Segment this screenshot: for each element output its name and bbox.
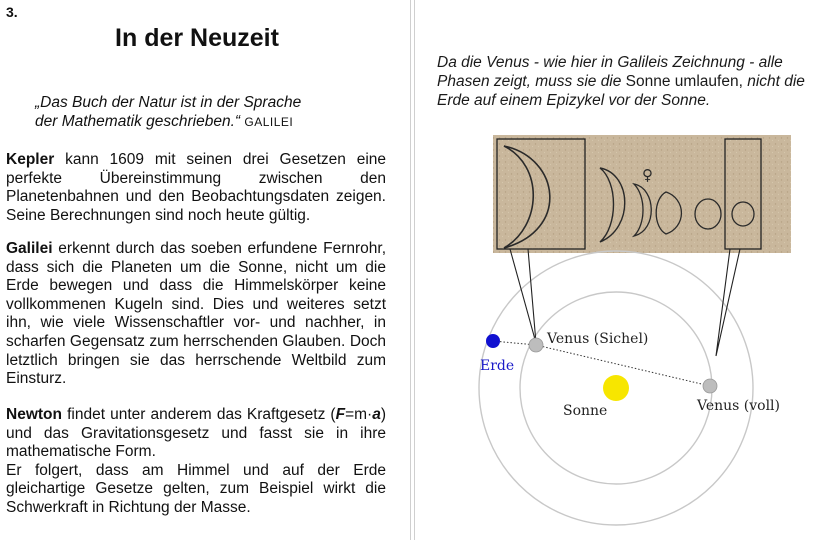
kepler-text: kann 1609 mit seinen drei Gesetzen eine perfekte Übereinstimmung zwischen den Planetenbahnen und den Beobachtungsdaten zeigen. Seine Berechnungen sind noch heute gültig. [6,151,387,224]
page-divider-right [414,0,415,540]
caption-part-2: Sonne umlaufen, [621,73,743,90]
caption-part-1: Da die Venus - wie hier in Galileis Zeichnung - alle Phasen zeigt, muss sie die [437,54,783,90]
venus-phases-figure [420,130,814,540]
pointer-full [716,249,740,356]
formula-force: F [335,406,346,423]
label-sun: Sonne [563,403,608,419]
page-divider-left [410,0,411,540]
venus-symbol: ♀ [642,166,653,184]
venus-full-position [703,379,717,393]
label-venus-crescent: Venus (Sichel) [547,331,649,347]
earth [486,334,500,348]
galilei-paragraph [6,240,386,389]
kepler-name: Kepler [6,151,55,168]
quote-line-1: „Das Buch der Natur ist in der Sprache [35,94,302,111]
page-title: In der Neuzeit [115,24,279,52]
label-venus-full: Venus (voll) [697,398,780,414]
sun [603,375,629,401]
quote-line-2: der Mathematik geschrieben.“ [35,113,241,130]
galilei-quote [35,93,375,132]
caption-part-3: nicht die Erde auf einem Epizykel vor der Sonne. [437,73,805,109]
galileo-drawing [493,135,791,253]
kepler-paragraph [6,151,386,225]
galilei-name: Galilei [6,240,53,257]
label-earth: Erde [480,358,515,374]
newton-text-after: ) und das Gravitationsgesetz und fasst sie in ihre mathematische Form. [6,406,386,461]
newton-paragraph [6,406,386,518]
page-number: 3. [6,4,18,20]
galilei-text: erkennt durch das soeben erfundene Fernrohr, dass sich die Planeten um die Sonne, nicht um die Erde bewegen und dass die Himmelskörper keine vollkommenen Kugeln sind. Dies und weiteres setzt ihn, wie viele Wissenschaftler vor- und nachher, in scharfen Gegensatz zum herrschenden Glauben. Doch letztlich bringen sie das herrschende Weltbild zum Einsturz. [6,240,386,388]
formula-equals: =m· [345,406,373,423]
formula-acceleration: a [372,406,381,423]
newton-text-2: Er folgert, dass am Himmel und auf der Erde gleichartige Gesetze gelten, zum Beispiel wirkt die Schwerkraft in Richtung der Masse. [6,461,386,516]
drawing-background [493,135,791,253]
newton-name: Newton [6,406,62,423]
figure-caption [437,53,809,110]
newton-text-before: findet unter anderem das Kraftgesetz ( [67,406,336,423]
quote-author: GALILEI [244,115,294,129]
venus-crescent-position [529,338,543,352]
